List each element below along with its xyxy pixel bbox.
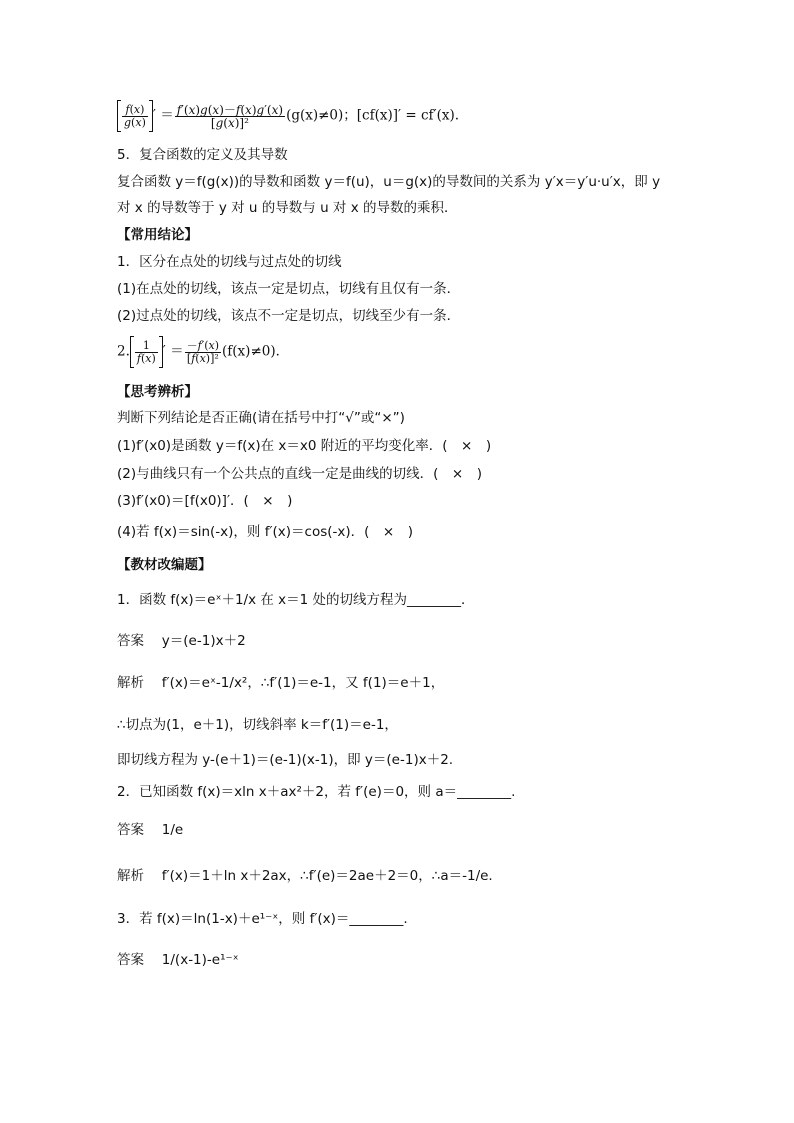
changyong-item-1b: (2)过点处的切线，该点不一定是切点，切线至少有一条． [117, 308, 461, 324]
changyong-item-2: 2. $\frac{1}{f(x)}$ ′ ＝ $\frac{-f'(x)}{\text{[f(x)]²}}$ (f(x)≠0)． [117, 336, 289, 368]
answer-label: 答案 [117, 822, 144, 838]
problem-1-solution-1 [117, 674, 444, 692]
solution-text: f′(x)＝1＋ln x＋2ax，∴f′(e)＝2ae＋2＝0，∴a＝-1/e. [161, 868, 493, 884]
solution-label: 解析 [117, 868, 144, 884]
solution-label: 解析 [117, 675, 144, 691]
sikao-q1: (1)f′(x0)是函数 y＝f(x)在 x＝x0 附近的平均变化率．( × ) [117, 438, 492, 454]
problem-1-question: 1．函数 f(x)＝eˣ＋1/x 在 x＝1 处的切线方程为________． [117, 592, 475, 608]
section5-desc-2: 对 x 的导数等于 y 对 u 的导数与 u 对 x 的导数的乘积． [117, 200, 458, 216]
section5-desc-1: 复合函数 y＝f(g(x))的导数和函数 y＝f(u)，u＝g(x)的导数间的关系为 y′x＝y′u·u′x，即 y [117, 174, 661, 190]
problem-3-answer [117, 951, 239, 969]
changyong-header: 【常用结论】 [117, 227, 198, 243]
answer-label: 答案 [117, 633, 144, 649]
sikao-intro: 判断下列结论是否正确(请在括号中打“√”或“×”) [117, 410, 405, 426]
problem-1-solution-2: ∴切点为(1，e＋1)，切线斜率 k＝f′(1)＝e-1， [117, 717, 398, 733]
sikao-q2: (2)与曲线只有一个公共点的直线一定是曲线的切线．( × ) [117, 466, 482, 482]
answer-value: y＝(e-1)x＋2 [161, 633, 246, 649]
answer-value: 1/(x-1)-e¹⁻ˣ [161, 952, 239, 968]
solution-text: f′(x)＝eˣ-1/x²，∴f′(1)＝e-1，又 f(1)＝e＋1， [161, 675, 445, 691]
jiaocai-header: 【教材改编题】 [117, 557, 212, 573]
answer-value: 1/e [161, 822, 184, 838]
changyong-item-2-tail: (f(x)≠0)． [222, 343, 290, 360]
problem-2-solution [117, 867, 493, 885]
problem-3-question: 3．若 f(x)＝ln(1-x)＋e¹⁻ˣ，则 f′(x)＝________. [117, 911, 408, 927]
section5-title: 5．复合函数的定义及其导数 [117, 147, 288, 163]
quotient-rule-tail: (g(x)≠0)；[cf(x)]′ = cf′(x). [286, 107, 460, 124]
sikao-q3: (3)f′(x0)＝[f(x0)]′．( × ) [117, 493, 293, 509]
changyong-item-1: 1．区分在点处的切线与过点处的切线 [117, 254, 342, 270]
sikao-header: 【思考辨析】 [117, 384, 198, 400]
changyong-item-1a: (1)在点处的切线，该点一定是切点，切线有且仅有一条． [117, 281, 461, 297]
problem-1-solution-3: 即切线方程为 y-(e＋1)＝(e-1)(x-1)，即 y＝(e-1)x＋2. [117, 752, 454, 768]
problem-1-answer [117, 632, 246, 650]
sikao-q4: (4)若 f(x)＝sin(-x)，则 f′(x)＝cos(-x)．( × ) [117, 524, 414, 540]
problem-2-question: 2．已知函数 f(x)＝xln x＋ax²＋2，若 f′(e)＝0，则 a＝________. [117, 784, 516, 800]
quotient-rule-formula: $\frac{f(x)}{g(x)}$ ′ ＝ $\frac{f'(x)g(x)-f(x)g'(x)}{\text{[g(x)]²}}$ (g(x)≠0)；[cf(x)]′ = cf′(x). [117, 100, 459, 132]
answer-label: 答案 [117, 952, 144, 968]
problem-2-answer [117, 821, 183, 839]
